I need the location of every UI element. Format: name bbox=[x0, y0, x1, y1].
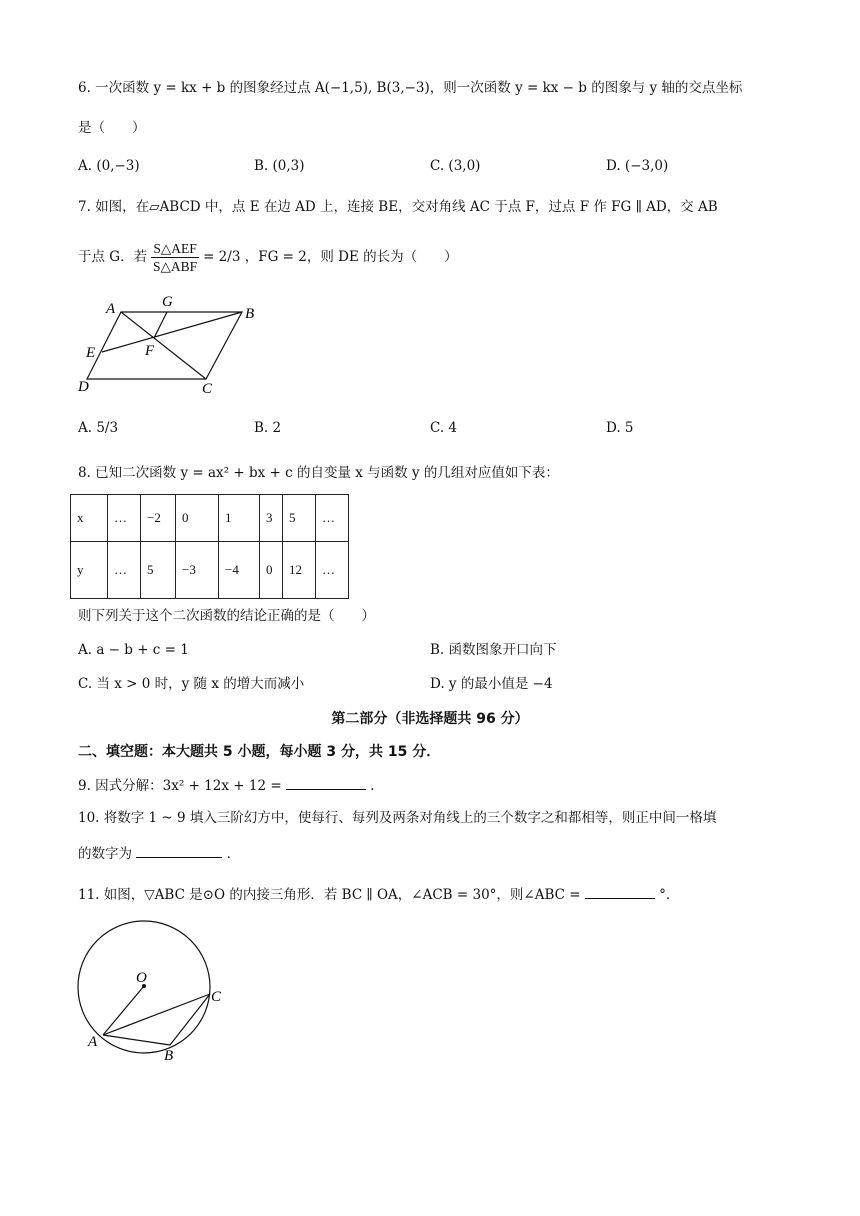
q9-answer-blank[interactable] bbox=[286, 775, 366, 790]
table-cell: … bbox=[316, 495, 349, 542]
table-cell: … bbox=[316, 542, 349, 599]
q6-line2: 是（ ） bbox=[78, 120, 146, 136]
q8-option-c: C. 当 x > 0 时，y 随 x 的增大而减小 bbox=[78, 676, 305, 692]
table-cell: x bbox=[71, 495, 108, 542]
label-b: B bbox=[164, 1048, 174, 1064]
table-cell: 3 bbox=[260, 495, 283, 542]
q7-line2 bbox=[78, 238, 458, 276]
q10-line1: 10. 将数字 1 ~ 9 填入三阶幻方中，使每行、每列及两条对角线上的三个数字之和都相等，则正中间一格填 bbox=[78, 810, 717, 826]
q6-line1: 6. 一次函数 y = kx + b 的图象经过点 A(−1,5), B(3,−3)，则一次函数 y = kx − b 的图象与 y 轴的交点坐标 bbox=[78, 80, 743, 96]
q6-option-a: A. (0,−3) bbox=[78, 158, 140, 174]
label-o: O bbox=[136, 970, 147, 986]
label-d: D bbox=[78, 379, 89, 395]
q7-area-ratio bbox=[151, 240, 198, 275]
q9-end: ． bbox=[370, 778, 384, 794]
table-cell: 0 bbox=[260, 542, 283, 599]
segment-ab bbox=[103, 1035, 170, 1045]
q9-line bbox=[78, 775, 384, 796]
label-a: A bbox=[88, 1034, 98, 1050]
table-cell: 0 bbox=[176, 495, 219, 542]
section2-title: 二、填空题：本大题共 5 小题，每小题 3 分，共 15 分． bbox=[78, 744, 441, 760]
table-cell: y bbox=[71, 542, 108, 599]
label-g: G bbox=[162, 294, 173, 310]
q10-answer-blank[interactable] bbox=[136, 843, 222, 858]
table-cell: 5 bbox=[283, 495, 316, 542]
table-cell: −2 bbox=[141, 495, 176, 542]
q7-option-d: D. 5 bbox=[606, 420, 634, 436]
q6-option-c: C. (3,0) bbox=[430, 158, 481, 174]
label-b: B bbox=[245, 306, 255, 322]
part2-title: 第二部分（非选择题共 96 分） bbox=[331, 711, 529, 727]
q10-line2 bbox=[78, 843, 240, 864]
table-cell: −3 bbox=[176, 542, 219, 599]
q7-option-a: A. 5/3 bbox=[78, 420, 119, 436]
q7-frac-numerator: S△AEF bbox=[153, 241, 197, 256]
table-cell: … bbox=[108, 542, 141, 599]
table-cell: −4 bbox=[219, 542, 260, 599]
q11-answer-blank[interactable] bbox=[585, 884, 655, 899]
label-f: F bbox=[145, 343, 155, 359]
label-e: E bbox=[86, 345, 96, 361]
q11-text: 11. 如图，▽ABC 是⊙O 的内接三角形．若 BC ∥ OA，∠ACB = 30°，则∠ABC = bbox=[78, 887, 581, 903]
q7-line2-start: 于点 G．若 bbox=[78, 249, 148, 265]
q10-end: ． bbox=[226, 846, 241, 862]
q7-parallelogram-figure bbox=[70, 290, 270, 400]
table-cell: 5 bbox=[141, 542, 176, 599]
q11-circle-figure bbox=[70, 915, 240, 1070]
q10-text: 的数字为 bbox=[78, 846, 132, 862]
label-a: A bbox=[106, 301, 116, 317]
label-c: C bbox=[211, 989, 222, 1005]
q7-ratio-value: = 2/3 bbox=[203, 249, 241, 265]
table-cell: 12 bbox=[283, 542, 316, 599]
q6-option-b: B. (0,3) bbox=[254, 158, 305, 174]
q8-value-table bbox=[70, 494, 349, 599]
q6-option-d: D. (−3,0) bbox=[606, 158, 669, 174]
q7-line2-end: ，FG = 2，则 DE 的长为（ ） bbox=[244, 249, 458, 265]
q8-option-b: B. 函数图象开口向下 bbox=[430, 642, 557, 658]
q8-option-d: D. y 的最小值是 −4 bbox=[430, 676, 553, 692]
diagonal-ac bbox=[121, 312, 206, 379]
q9-text: 9. 因式分解：3x² + 12x + 12 = bbox=[78, 778, 282, 794]
q7-frac-denominator: S△ABF bbox=[153, 259, 198, 274]
q8-option-a: A. a − b + c = 1 bbox=[78, 642, 189, 658]
label-c: C bbox=[202, 381, 213, 397]
segment-be bbox=[102, 312, 242, 352]
table-cell: … bbox=[108, 495, 141, 542]
parallelogram-abcd bbox=[87, 312, 242, 379]
table-cell: 1 bbox=[219, 495, 260, 542]
table-row-x bbox=[71, 495, 349, 542]
q7-option-b: B. 2 bbox=[254, 420, 282, 436]
q7-line1: 7. 如图，在▱ABCD 中，点 E 在边 AD 上，连接 BE，交对角线 AC 于点 F，过点 F 作 FG ∥ AD，交 AB bbox=[78, 199, 718, 215]
q8-line2: 则下列关于这个二次函数的结论正确的是（ ） bbox=[78, 608, 375, 624]
table-row-y bbox=[71, 542, 349, 599]
q7-option-c: C. 4 bbox=[430, 420, 458, 436]
q8-line1: 8. 已知二次函数 y = ax² + bx + c 的自变量 x 与函数 y 的几组对应值如下表： bbox=[78, 465, 559, 481]
q11-end: °． bbox=[659, 887, 680, 903]
q11-line bbox=[78, 884, 679, 905]
